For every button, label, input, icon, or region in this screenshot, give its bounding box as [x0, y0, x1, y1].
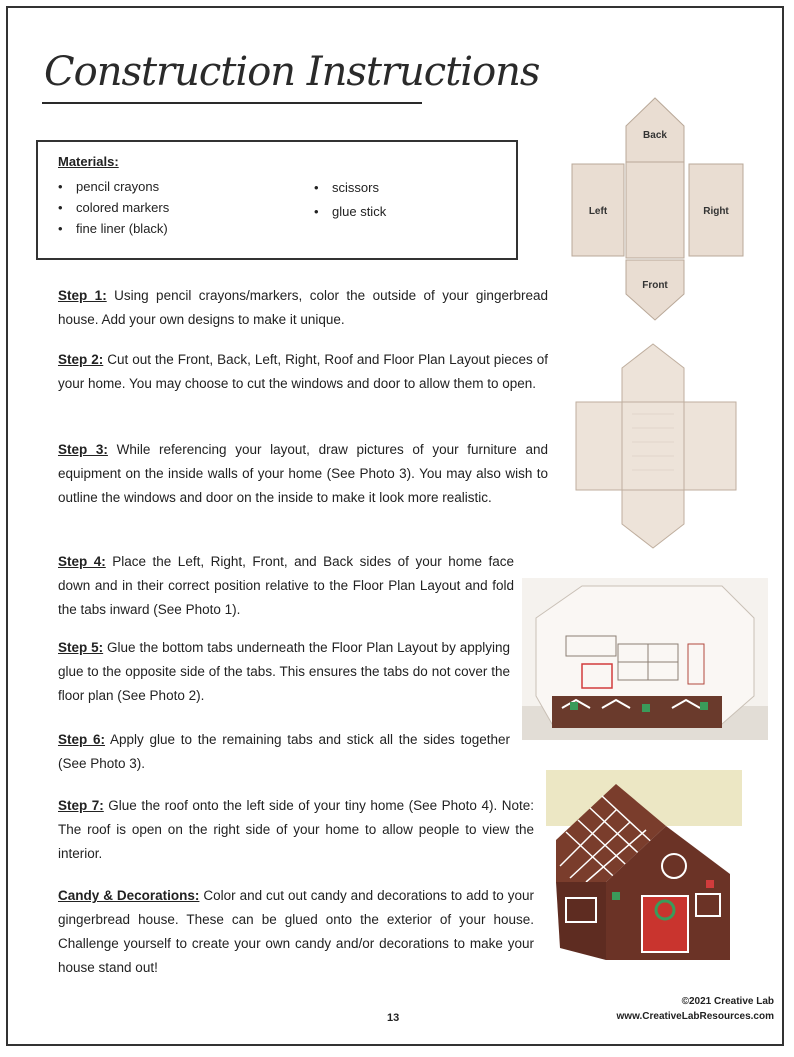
step-label: Step 5: [58, 640, 104, 655]
step-text: Using pencil crayons/markers, color the outside of your gingerbread house. Add your own designs to make it unique. [58, 288, 548, 327]
step-5 [58, 636, 510, 708]
step-6 [58, 728, 510, 776]
material-item: • fine liner (black) [58, 218, 169, 239]
material-item: • colored markers [58, 197, 169, 218]
candy-green [570, 702, 578, 710]
material-item: • glue stick [314, 200, 386, 224]
red-door [642, 896, 688, 952]
materials-list-left [58, 176, 169, 239]
floor-net-middle [576, 402, 736, 490]
candy-decorations-step [58, 884, 534, 980]
material-item: • scissors [314, 176, 386, 200]
step-label: Step 6: [58, 732, 105, 747]
footer-copyright-block [617, 994, 774, 1024]
step-text: Glue the roof onto the left side of your tiny home (See Photo 4). Note: The roof is open on the right side of your home to allow people to view the interior. [58, 798, 534, 861]
step-label: Step 3: [58, 442, 108, 457]
title-underline [42, 102, 422, 104]
copyright-text: ©2021 Creative Lab [681, 996, 774, 1007]
net-label-left: Left [588, 206, 608, 217]
step-7 [58, 794, 534, 866]
floor-net-top-flap [622, 344, 684, 402]
step-text: Cut out the Front, Back, Left, Right, Roof and Floor Plan Layout pieces of your home. You may choose to cut the windows and door to allow them to open. [58, 352, 548, 391]
house-net-diagram-labeled [568, 96, 746, 324]
step-label: Step 1: [58, 288, 107, 303]
materials-heading: Materials: [58, 154, 119, 169]
step-label: Step 7: [58, 798, 104, 813]
candy-green [642, 704, 650, 712]
photo-finished-gingerbread-house [546, 770, 742, 970]
page-title: Construction Instructions [44, 49, 540, 95]
step-1 [58, 284, 548, 332]
floor-net-bottom-flap [622, 490, 684, 548]
candy-red [706, 880, 714, 888]
step-label: Candy & Decorations: [58, 888, 200, 903]
step-text: Place the Left, Right, Front, and Back sides of your home face down and in their correct position relative to the Floor Plan Layout and fold the tabs inward (See Photo 1). [58, 554, 514, 617]
materials-list-right [314, 176, 386, 224]
step-2 [58, 348, 548, 396]
net-label-right: Right [703, 206, 729, 217]
step-text: Color and cut out candy and decorations to add to your gingerbread house. These can be glued onto the exterior of your house. Challenge yourself to create your own candy and/or decorations to make your house stand out! [58, 888, 535, 975]
website-url: www.CreativeLabResources.com [616, 1011, 774, 1022]
step-label: Step 2: [58, 352, 104, 367]
net-label-back: Back [643, 130, 667, 141]
step-3 [58, 438, 548, 510]
materials-box [36, 140, 518, 260]
candy-green [612, 892, 620, 900]
floor-plan-net-diagram [572, 342, 740, 552]
net-label-front: Front [642, 280, 668, 291]
photo-open-house-interior [522, 578, 768, 740]
step-label: Step 4: [58, 554, 106, 569]
page-number: 13 [387, 1012, 400, 1024]
step-text: Apply glue to the remaining tabs and stick all the sides together (See Photo 3). [58, 732, 510, 771]
net-floor-panel [626, 162, 684, 258]
step-text: While referencing your layout, draw pictures of your furniture and equipment on the inside walls of your home (See Photo 3). You may also wish to outline the windows and door on the inside to make it look more realistic. [58, 442, 548, 505]
material-item: • pencil crayons [58, 176, 169, 197]
step-text: Glue the bottom tabs underneath the Floor Plan Layout by applying glue to the opposite side of the tabs. This ensures the tabs do not cover the floor plan (See Photo 2). [58, 640, 510, 703]
step-4 [58, 550, 514, 622]
candy-green [700, 702, 708, 710]
